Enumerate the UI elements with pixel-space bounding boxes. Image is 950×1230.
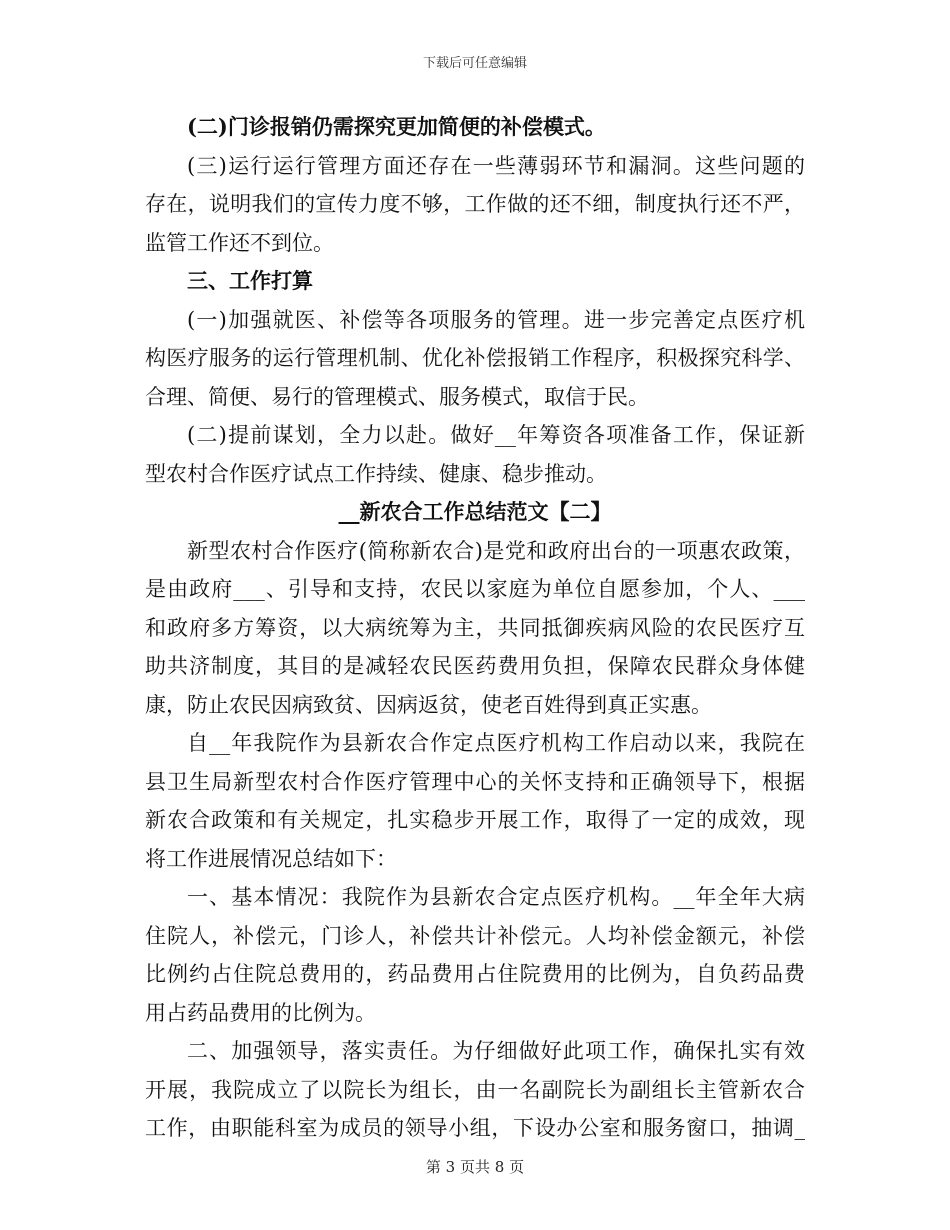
text-line: (三)运行运行管理方面还存在一些薄弱环节和漏洞。这些问题的 [187,153,805,178]
text-line: 一、基本情况：我院作为县新农合定点医疗机构。__年全年大病 [187,885,805,909]
text-line: 开展，我院成立了以院长为组长，由一名副院长为副组长主管新农合 [145,1077,805,1102]
text-line: 三、工作打算 [187,268,313,293]
text-line: 工作，由职能科室为成员的领导小组，下设办公室和服务窗口，抽调_ [145,1116,805,1140]
text-line: 新农合政策和有关规定，扎实稳步开展工作，取得了一定的成效，现 [145,808,805,832]
page-footer: 第 3 页共 8 页 [425,1158,525,1176]
text-line: 二、加强领导，落实责任。为仔细做好此项工作，确保扎实有效 [187,1039,805,1063]
text-line: 比例约占住院总费用的，药品费用占住院费用的比例为，自负药品费 [145,962,805,986]
text-line: (二)门诊报销仍需探究更加简便的补偿模式。 [187,114,606,139]
text-line: 自__年我院作为县新农合作定点医疗机构工作启动以来，我院在 [187,731,805,755]
text-line: (二)提前谋划，全力以赴。做好__年筹资各项准备工作，保证新 [187,423,805,447]
text-line: 和政府多方筹资，以大病统筹为主，共同抵御疾病风险的农民医疗互 [145,615,805,640]
text-line: 助共济制度，其目的是减轻农民医药费用负担，保障农民群众身体健 [145,654,805,678]
text-line: 型农村合作医疗试点工作持续、健康、稳步推动。 [145,461,607,486]
text-line: 监管工作还不到位。 [145,230,334,255]
document-body [145,108,805,1148]
text-line: 住院人，补偿元，门诊人，补偿共计补偿元。人均补偿金额元，补偿 [145,923,805,948]
text-line: 构医疗服务的运行管理机制、优化补偿报销工作程序，积极探究科学、 [145,346,805,370]
text-line: 康，防止农民因病致贫、因病返贫，使老百姓得到真正实惠。 [145,692,712,717]
text-line: (一)加强就医、补偿等各项服务的管理。进一步完善定点医疗机 [187,307,805,332]
text-line: 县卫生局新型农村合作医疗管理中心的关怀支持和正确领导下，根据 [145,769,805,794]
page-header: 下载后可任意编辑 [422,56,527,71]
text-line: 将工作进展情况总结如下： [145,846,397,871]
text-line: 存在，说明我们的宣传力度不够，工作做的还不细，制度执行还不严， [145,192,805,216]
text-line: 合理、简便、易行的管理模式、服务模式，取信于民。 [145,384,649,409]
text-line: 是由政府___、引导和支持，农民以家庭为单位自愿参加，个人、___ [145,577,805,601]
text-line: 新型农村合作医疗(简称新农合)是党和政府出台的一项惠农政策， [187,538,805,563]
text-line: 用占药品费用的比例为。 [145,1000,376,1025]
section-title: __新农合工作总结范文【二】 [338,499,612,524]
